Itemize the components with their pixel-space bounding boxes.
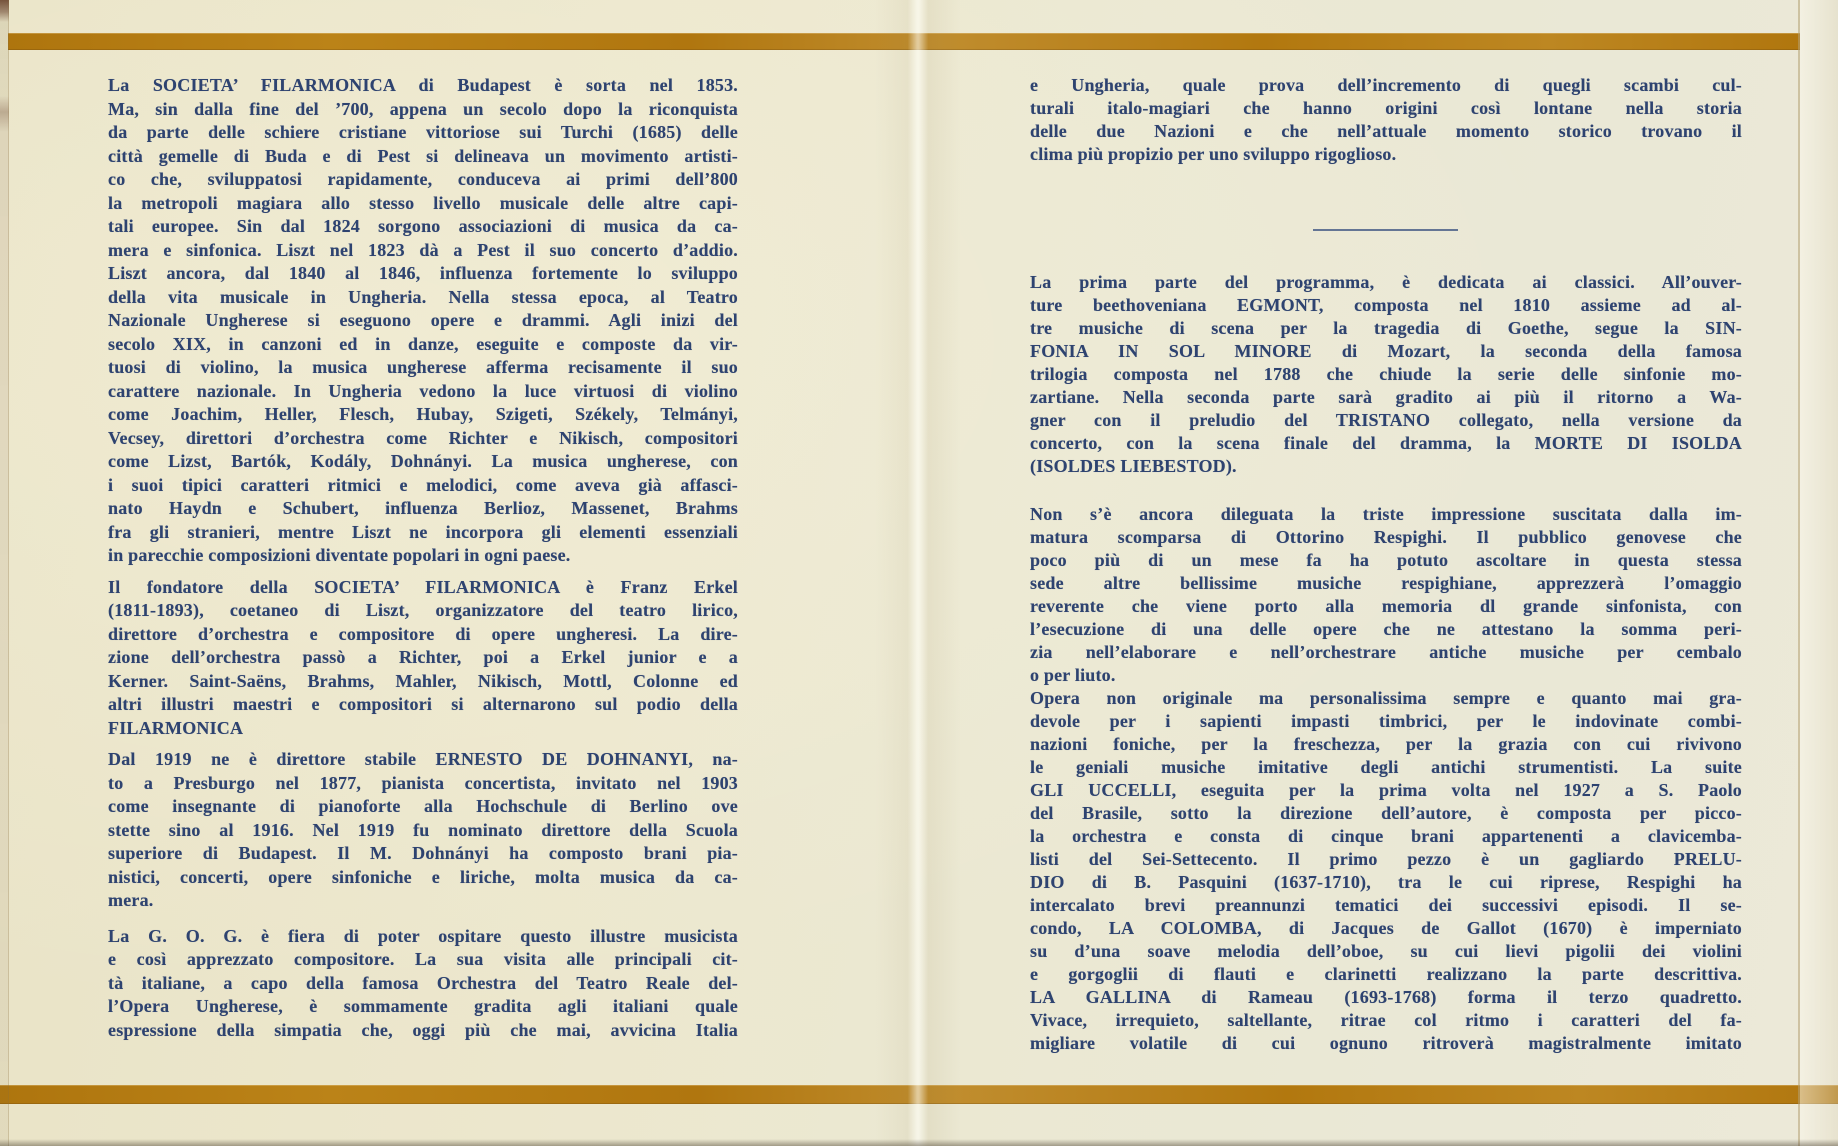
text-line: e così apprezzato compositore. La sua visita alle principali cit- bbox=[108, 949, 738, 969]
right-page-edge bbox=[1798, 0, 1838, 1146]
text-line: città gemelle di Buda e di Pest si delineava un movimento artisti- bbox=[108, 145, 738, 166]
paragraph bbox=[1030, 74, 1742, 166]
text-line: devole per i sapienti impasti timbrici, per le indovinate combi- bbox=[1030, 711, 1742, 731]
text-line: gner con il preludio del TRISTANO collegato, nella versione da bbox=[1030, 410, 1742, 430]
text-line: Vecsey, direttori d’orchestra come Richter e Nikisch, compositori bbox=[108, 427, 738, 448]
text-line: stette sino al 1916. Nel 1919 fu nominato direttore della Scuola bbox=[108, 819, 738, 840]
text-line: turali italo-magiari che hanno origini così lontane nella storia bbox=[1030, 98, 1742, 118]
text-line: trilogia composta nel 1788 che chiude la serie delle sinfonie mo- bbox=[1030, 364, 1742, 384]
text-line: migliare volatile di cui ognuno ritroverà magistralmente imitato bbox=[1030, 1033, 1742, 1053]
gold-band-top bbox=[8, 33, 1800, 50]
text-line: sede altre bellissime musiche respighiane, apprezzerà l’omaggio bbox=[1030, 573, 1742, 593]
text-line: concerto, con la scena finale del dramma, la MORTE DI ISOLDA bbox=[1030, 433, 1742, 453]
center-fold bbox=[875, 0, 961, 1146]
text-line: tuosi di violino, la musica ungherese afferma recisamente il suo bbox=[108, 357, 738, 377]
text-line: La SOCIETA’ FILARMONICA di Budapest è sorta nel 1853. bbox=[108, 75, 738, 95]
left-page-text bbox=[108, 74, 738, 1042]
text-line: come Lizst, Bartók, Kodály, Dohnányi. La musica ungherese, con bbox=[108, 451, 738, 471]
text-line: to a Presburgo nel 1877, pianista concertista, invitato nel 1903 bbox=[108, 772, 738, 793]
text-line: o per liuto. bbox=[1030, 665, 1116, 685]
text-line: co che, sviluppatosi rapidamente, conduceva ai primi dell’800 bbox=[108, 169, 738, 189]
text-line: Opera non originale ma personalissima sempre e quanto mai gra- bbox=[1030, 688, 1742, 708]
text-line: secolo XIX, in canzoni ed in danze, eseguite e composte da vir- bbox=[108, 333, 738, 354]
text-line: della vita musicale in Ungheria. Nella stessa epoca, al Teatro bbox=[108, 286, 738, 307]
text-line: listi del Sei-Settecento. Il primo pezzo è un gagliardo PRELU- bbox=[1030, 849, 1742, 869]
text-line: in parecchie composizioni diventate popolari in ogni paese. bbox=[108, 545, 571, 565]
text-line: clima più propizio per uno sviluppo rigoglioso. bbox=[1030, 144, 1397, 164]
text-line: espressione della simpatia che, oggi più che mai, avvicina Italia bbox=[108, 1019, 738, 1040]
text-line: (1811-1893), coetaneo di Liszt, organizzatore del teatro lirico, bbox=[108, 600, 738, 620]
text-line: reverente che viene porto alla memoria dl grande sinfonista, con bbox=[1030, 596, 1742, 616]
text-line: Nazionale Ungherese si eseguono opere e drammi. Agli inizi del bbox=[108, 310, 738, 330]
text-line: Il fondatore della SOCIETA’ FILARMONICA è Franz Erkel bbox=[108, 576, 738, 597]
text-line: fra gli stranieri, mentre Liszt ne incorpora gli elementi essenziali bbox=[108, 521, 738, 542]
text-line: e gorgoglii di flauti e clarinetti realizzano la parte descrittiva. bbox=[1030, 964, 1742, 984]
left-page-edge bbox=[0, 0, 9, 1146]
section-divider bbox=[1313, 229, 1458, 231]
paragraph bbox=[1030, 503, 1742, 687]
text-line: Liszt ancora, dal 1840 al 1846, influenza fortemente lo sviluppo bbox=[108, 263, 738, 283]
text-line: Ma, sin dalla fine del ’700, appena un secolo dopo la riconquista bbox=[108, 98, 738, 119]
text-line: condo, LA COLOMBA, di Jacques de Gallot (1670) è imperniato bbox=[1030, 918, 1742, 938]
scan-bottom-edge bbox=[0, 1139, 1838, 1146]
text-line: delle due Nazioni e che nell’attuale momento storico trovano il bbox=[1030, 121, 1742, 141]
text-line: l’esecuzione di una delle opere che ne attestano la somma peri- bbox=[1030, 619, 1742, 639]
text-line: le geniali musiche imitative degli antichi strumentisti. La suite bbox=[1030, 757, 1742, 777]
text-line: zione dell’orchestra passò a Richter, poi a Erkel junior e a bbox=[108, 647, 738, 667]
text-line: DIO di B. Pasquini (1637-1710), tra le cui riprese, Respighi ha bbox=[1030, 872, 1742, 892]
text-line: su d’una soave melodia dell’oboe, su cui lievi pigolii dei violini bbox=[1030, 941, 1742, 961]
text-line: del Brasile, sotto la direzione dell’autore, è composta per picco- bbox=[1030, 803, 1742, 823]
text-line: da parte delle schiere cristiane vittoriose sui Turchi (1685) delle bbox=[108, 122, 738, 142]
text-line: zia nell’elaborare e nell’orchestrare antiche musiche per cembalo bbox=[1030, 642, 1742, 662]
text-line: mera e sinfonica. Liszt nel 1823 dà a Pest il suo concerto d’addio. bbox=[108, 239, 738, 260]
text-line: FILARMONICA bbox=[108, 717, 244, 738]
paragraph bbox=[108, 576, 738, 741]
text-line: La G. O. G. è fiera di poter ospitare questo illustre musicista bbox=[108, 925, 738, 946]
text-line: mera. bbox=[108, 890, 154, 910]
text-line: i suoi tipici caratteri ritmici e melodici, come aveva già affasci- bbox=[108, 474, 738, 495]
text-line: Non s’è ancora dileguata la triste impressione suscitata dalla im- bbox=[1030, 504, 1742, 524]
right-page-text bbox=[1030, 74, 1742, 1055]
text-line: nazioni foniche, per la freschezza, per la grazia con cui rivivono bbox=[1030, 734, 1742, 754]
text-line: altri illustri maestri e compositori si alternarono sul podio della bbox=[108, 694, 738, 714]
text-line: FONIA IN SOL MINORE di Mozart, la seconda della famosa bbox=[1030, 341, 1742, 361]
text-line: matura scomparsa di Ottorino Respighi. Il pubblico genovese che bbox=[1030, 527, 1742, 547]
text-line: (ISOLDES LIEBESTOD). bbox=[1030, 456, 1237, 476]
text-line: carattere nazionale. In Ungheria vedono la luce virtuosi di violino bbox=[108, 380, 738, 401]
text-line: superiore di Budapest. Il M. Dohnányi ha composto brani pia- bbox=[108, 843, 738, 863]
paragraph bbox=[108, 925, 738, 1043]
text-line: nistici, concerti, opere sinfoniche e liriche, molta musica da ca- bbox=[108, 866, 738, 887]
text-line: tà italiane, a capo della famosa Orchestra del Teatro Reale del- bbox=[108, 972, 738, 993]
text-line: tre musiche di scena per la tragedia di Goethe, segue la SIN- bbox=[1030, 318, 1742, 338]
text-line: tali europee. Sin dal 1824 sorgono associazioni di musica da ca- bbox=[108, 216, 738, 236]
text-line: direttore d’orchestra e compositore di opere ungheresi. La dire- bbox=[108, 623, 738, 644]
text-line: GLI UCCELLI, eseguita per la prima volta nel 1927 a S. Paolo bbox=[1030, 780, 1742, 800]
text-line: LA GALLINA di Rameau (1693-1768) forma il terzo quadretto. bbox=[1030, 987, 1742, 1007]
text-line: come insegnante di pianoforte alla Hochschule di Berlino ove bbox=[108, 796, 738, 816]
gold-band-bottom bbox=[0, 1085, 1838, 1104]
paragraph bbox=[1030, 687, 1742, 1055]
text-line: Vivace, irrequieto, saltellante, ritrae col ritmo i caratteri del fa- bbox=[1030, 1010, 1742, 1030]
text-line: intercalato brevi preannunzi tematici dei successivi episodi. Il se- bbox=[1030, 895, 1742, 915]
text-line: La prima parte del programma, è dedicata ai classici. All’ouver- bbox=[1030, 272, 1742, 292]
paragraph bbox=[108, 74, 738, 568]
text-line: e Ungheria, quale prova dell’incremento di quegli scambi cul- bbox=[1030, 75, 1742, 95]
text-line: nato Haydn e Schubert, influenza Berlioz, Massenet, Brahms bbox=[108, 498, 738, 518]
paragraph bbox=[108, 748, 738, 913]
text-line: la orchestra e consta di cinque brani appartenenti a clavicemba- bbox=[1030, 826, 1742, 846]
text-line: la metropoli magiara allo stesso livello musicale delle altre capi- bbox=[108, 192, 738, 213]
text-line: zartiane. Nella seconda parte sarà gradito ai più il ritorno a Wa- bbox=[1030, 387, 1742, 407]
text-line: poco più di un mese fa ha potuto ascoltare in questa stessa bbox=[1030, 550, 1742, 570]
paragraph bbox=[1030, 271, 1742, 478]
text-line: come Joachim, Heller, Flesch, Hubay, Szigeti, Székely, Telmányi, bbox=[108, 404, 738, 424]
text-line: l’Opera Ungherese, è sommamente gradita agli italiani quale bbox=[108, 996, 738, 1016]
text-line: ture beethoveniana EGMONT, composta nel 1810 assieme ad al- bbox=[1030, 295, 1742, 315]
text-line: Dal 1919 ne è direttore stabile ERNESTO DE DOHNANYI, na- bbox=[108, 749, 738, 769]
text-line: Kerner. Saint-Saëns, Brahms, Mahler, Nikisch, Mottl, Colonne ed bbox=[108, 670, 738, 691]
